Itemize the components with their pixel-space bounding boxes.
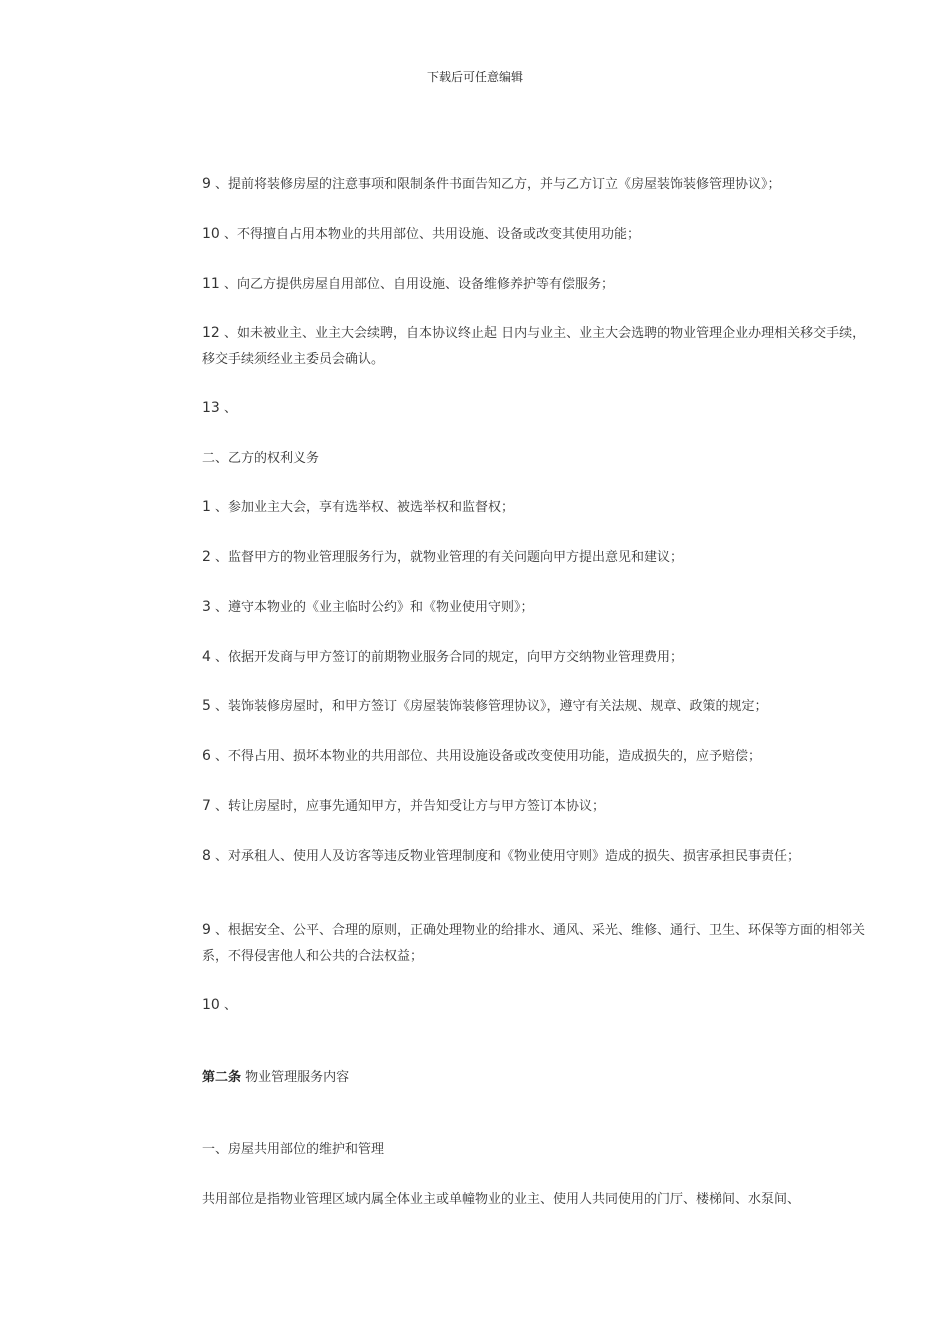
item-number: 4: [202, 649, 211, 665]
paragraph: [202, 221, 870, 248]
paragraph: [202, 644, 870, 671]
page-header: 下载后可任意编辑: [426, 70, 523, 84]
paragraph: [202, 494, 870, 521]
item-number: 12: [202, 325, 220, 341]
item-text: 、不得占用、损坏本物业的共用部位、共用设施设备或改变使用功能，造成损失的，应予赔偿；: [210, 749, 762, 764]
item-number: 7: [202, 798, 211, 814]
item-text: 、对承租人、使用人及访客等违反物业管理制度和《物业使用守则》造成的损失、损害承担民事责任；: [210, 849, 801, 864]
item-text: 、如未被业主、业主大会续聘，自本协议终止起 日内与业主、业主大会选聘的物业管理企业办理相关移交手续，移交手续须经业主委员会确认。: [202, 326, 866, 367]
item-number: 10: [202, 997, 220, 1013]
paragraph: [202, 843, 870, 870]
paragraph: [202, 544, 870, 571]
paragraph: [202, 917, 870, 970]
item-text: 、根据安全、公平、合理的原则，正确处理物业的给排水、通风、采光、维修、通行、卫生、环保等方面的相邻关系，不得侵害他人和公共的合法权益；: [202, 923, 866, 964]
item-text: 、参加业主大会，享有选举权、被选举权和监督权；: [210, 500, 515, 515]
item-number: 10: [202, 226, 220, 242]
paragraph: [202, 693, 870, 720]
item-text: 、不得擅自占用本物业的共用部位、共用设施、设备或改变其使用功能；: [219, 227, 640, 242]
item-number: 9: [202, 176, 211, 192]
article-title: 物业管理服务内容: [241, 1070, 350, 1085]
item-text: 、提前将装修房屋的注意事项和限制条件书面告知乙方，并与乙方订立《房屋装饰装修管理协议》；: [210, 177, 781, 192]
item-number: 6: [202, 748, 211, 764]
item-text: 、: [219, 998, 237, 1013]
paragraph: [202, 992, 870, 1019]
item-text: 、监督甲方的物业管理服务行为，就物业管理的有关问题向甲方提出意见和建议；: [210, 550, 684, 565]
section-heading: [202, 445, 870, 472]
paragraph: [202, 271, 870, 298]
section-heading: 一、房屋共用部位的维护和管理: [202, 1142, 385, 1157]
item-number: 9: [202, 922, 211, 938]
item-number: 8: [202, 848, 211, 864]
item-text: 、转让房屋时，应事先通知甲方，并告知受让方与甲方签订本协议；: [210, 799, 606, 814]
item-text: 、遵守本物业的《业主临时公约》和《物业使用守则》；: [210, 600, 534, 615]
item-text: 、: [219, 401, 237, 416]
paragraph: 共用部位是指物业管理区域内属全体业主或单幢物业的业主、使用人共同使用的门厅、楼梯间、水泵间、: [202, 1192, 801, 1207]
item-text: 、依据开发商与甲方签订的前期物业服务合同的规定，向甲方交纳物业管理费用；: [210, 650, 684, 665]
paragraph: [202, 594, 870, 621]
item-number: 1: [202, 499, 211, 515]
paragraph: [202, 793, 870, 820]
paragraph: [202, 395, 870, 422]
item-text: 二、乙方的权利义务: [202, 451, 320, 466]
item-number: 3: [202, 599, 211, 615]
paragraph: [202, 320, 870, 373]
item-text: 、装饰装修房屋时，和甲方签订《房屋装饰装修管理协议》，遵守有关法规、规章、政策的规定；: [210, 699, 768, 714]
item-number: 5: [202, 698, 211, 714]
article-heading: [202, 1065, 870, 1091]
item-number: 13: [202, 400, 220, 416]
item-text: 、向乙方提供房屋自用部位、自用设施、设备维修养护等有偿服务；: [219, 277, 614, 292]
article-label: 第二条: [202, 1070, 242, 1085]
item-number: 11: [202, 276, 220, 292]
paragraph: [202, 171, 870, 198]
paragraph: [202, 743, 870, 770]
item-number: 2: [202, 549, 211, 565]
